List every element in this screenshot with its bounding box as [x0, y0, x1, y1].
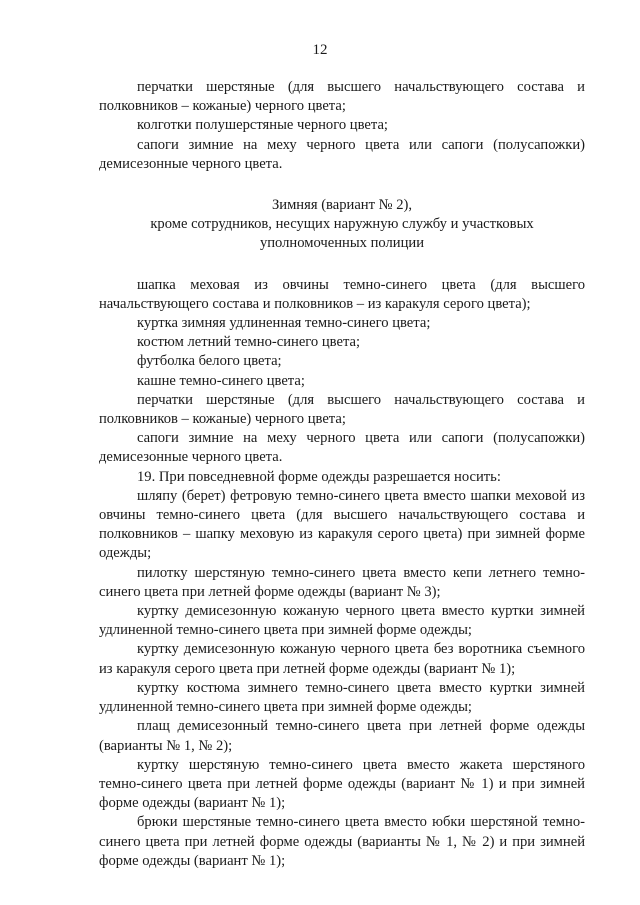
section-heading	[99, 196, 585, 254]
paragraph: сапоги зимние на меху черного цвета или сапоги (полусапожки) демисезонные черного цвета.	[99, 136, 585, 172]
heading-line: кроме сотрудников, несущих наружную службу и участковых	[150, 216, 534, 233]
paragraph: 19. При повседневной форме одежды разрешается носить:	[137, 468, 501, 485]
paragraph: брюки шерстяные темно-синего цвета вместо юбки шерстяной темно-синего цвета при летней форме одежды (варианты № 1, № 2) и при зимней форме одежды (вариант № 1);	[99, 814, 585, 869]
paragraph: куртка зимняя удлиненная темно-синего цвета;	[137, 315, 431, 332]
paragraph: куртку костюма зимнего темно-синего цвета вместо куртки зимней удлиненной темно-синего цвета при зимней форме одежды;	[99, 679, 585, 716]
paragraph: костюм летний темно-синего цвета;	[137, 334, 361, 351]
paragraph: куртку шерстяную темно-синего цвета вместо жакета шерстяного темно-синего цвета при летней форме одежды (вариант № 1) и при зимней форме одежды (вариант № 1);	[99, 756, 585, 812]
paragraph: перчатки шерстяные (для высшего начальствующего состава и полковников – кожаные) черного цвета;	[99, 391, 585, 428]
heading-line: уполномоченных полиции	[259, 235, 425, 252]
document-body	[99, 78, 585, 871]
paragraph: пилотку шерстяную темно-синего цвета вместо кепи летнего темно-синего цвета при летней форме одежды (вариант № 3);	[99, 564, 585, 600]
paragraph: кашне темно-синего цвета;	[137, 372, 305, 389]
page-number: 12	[312, 42, 328, 58]
paragraph: куртку демисезонную кожаную черного цвета без воротника съемного из каракуля серого цвета при летней форме одежды (вариант № 1);	[99, 641, 585, 677]
heading-line: Зимняя (вариант № 2),	[271, 197, 413, 214]
paragraph: сапоги зимние на меху черного цвета или сапоги (полусапожки) демисезонные черного цвета.	[99, 430, 585, 466]
paragraph: перчатки шерстяные (для высшего начальствующего состава и полковников – кожаные) черного цвета;	[99, 79, 585, 115]
paragraph: плащ демисезонный темно-синего цвета при летней форме одежды (варианты № 1, № 2);	[99, 718, 585, 754]
paragraph: куртку демисезонную кожаную черного цвета вместо куртки зимней удлиненной темно-синего цвета при зимней форме одежды;	[99, 603, 585, 639]
paragraph: шапка меховая из овчины темно-синего цвета (для высшего начальствующего состава и полковников – из каракуля серого цвета);	[99, 276, 585, 312]
paragraph: футболка белого цвета;	[137, 353, 282, 370]
paragraph: колготки полушерстяные черного цвета;	[137, 117, 388, 134]
paragraph: шляпу (берет) фетровую темно-синего цвета вместо шапки меховой из овчины темно-синего цвета (для высшего начальствующего состава и полковников – шапку меховую из каракуля серого цвета) при зимней форме одежды;	[99, 487, 585, 562]
